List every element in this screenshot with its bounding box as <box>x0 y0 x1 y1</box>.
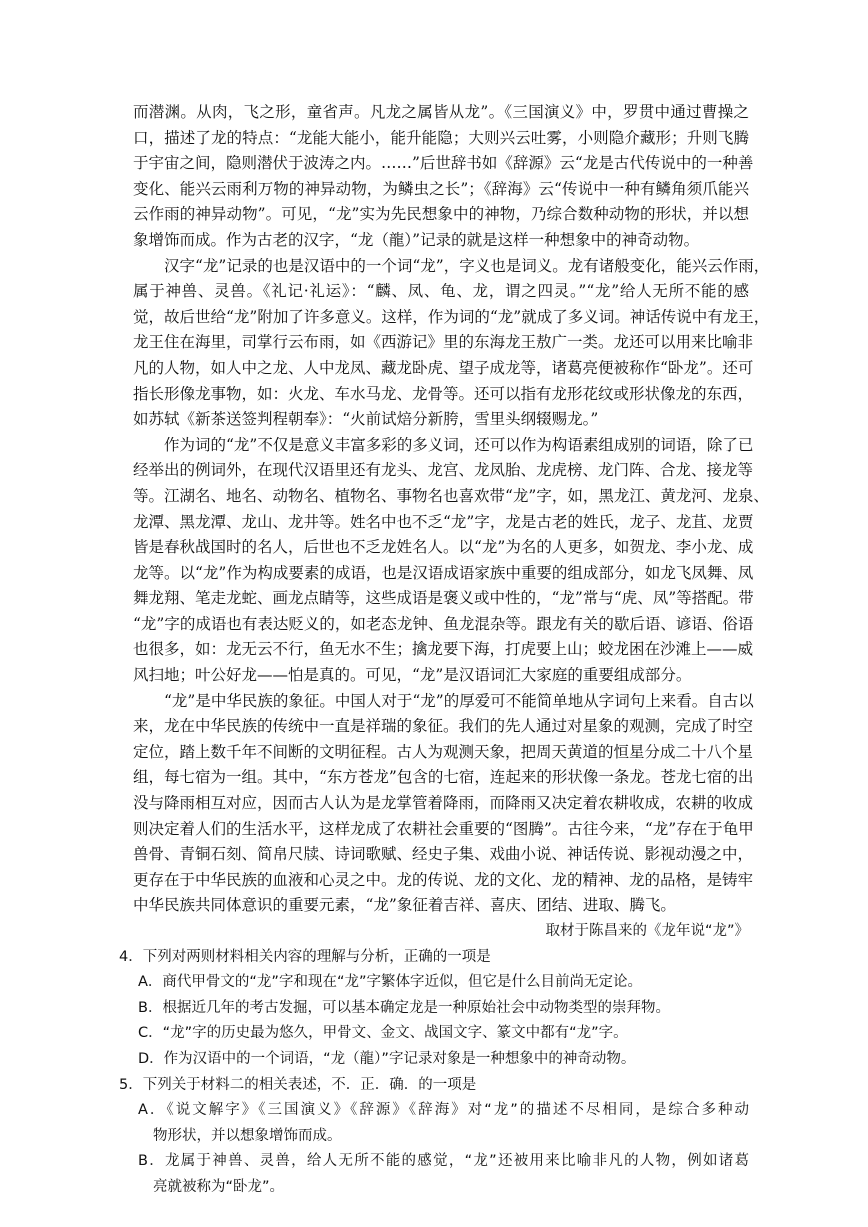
paragraph-1 <box>133 100 754 254</box>
answer-option[interactable]: D．作为汉语中的一个词语，“龙（龍）”字记录对象是一种想象中的神奇动物。 <box>138 1050 636 1067</box>
text-line: 变化、能兴云雨利万物的神异动物，为鳞虫之长”；《辞海》云“传说中一种有鳞角须爪能兴 <box>133 179 749 198</box>
text-line: 龙潭、黑龙潭、龙山、龙井等。姓名中也不乏“龙”字，龙是古老的姓氏，龙子、龙苴、龙贾 <box>133 512 754 531</box>
text-line: 如苏轼《新茶送签判程朝奉》：“火前试焙分新胯，雪里头纲辍赐龙。” <box>133 410 599 429</box>
question-stem: 4．下列对两则材料相关内容的理解与分析，正确的一项是 <box>119 948 491 965</box>
text-line: 汉字“龙”记录的也是汉语中的一个词“龙”，字义也是词义。龙有诸般变化，能兴云作雨， <box>164 256 770 275</box>
text-line: 云作雨的神异动物”。可见，“龙”实为先民想象中的神物，乃综合数种动物的形状，并以想 <box>133 205 749 224</box>
text-line: 而潜渊。从肉，飞之形，童省声。凡龙之属皆从龙”。《三国演义》中，罗贯中通过曹操之 <box>133 103 749 121</box>
answer-option[interactable]: B．根据近几年的考古发掘，可以基本确定龙是一种原始社会中动物类型的崇拜物。 <box>138 999 670 1016</box>
paragraph-4 <box>133 689 754 919</box>
answer-option[interactable]: A．商代甲骨文的“龙”字和现在“龙”字繁体字近似，但它是什么目前尚无定论。 <box>138 974 642 991</box>
text-line: 兽骨、青铜石刻、简帛尺牍、诗词歌赋、经史子集、戏曲小说、神话传说、影视动漫之中， <box>133 845 754 864</box>
text-line: 象增饰而成。作为古老的汉字，“龙（龍）”记录的就是这样一种想象中的神奇动物。 <box>133 230 700 249</box>
page-content <box>119 100 770 1201</box>
text-line: 组，每七宿为一组。其中，“东方苍龙”包含的七宿，连起来的形状像一条龙。苍龙七宿的出 <box>133 768 754 787</box>
text-line: 口，描述了龙的特点：“龙能大能小，能升能隐；大则兴云吐雾，小则隐介藏形；升则飞腾 <box>133 128 749 147</box>
text-line: 来，龙在中华民族的传统中一直是祥瑞的象征。我们的先人通过对星象的观测，完成了时空 <box>133 717 754 736</box>
text-line: 定位，踏上数千年不间断的文明征程。古人为观测天象，把周天黄道的恒星分成二十八个星 <box>133 742 754 761</box>
text-line: 等。江湖名、地名、动物名、植物名、事物名也喜欢带“龙”字，如，黑龙江、黄龙河、龙泉、 <box>133 486 769 505</box>
text-line: 龙等。以“龙”作为构成要素的成语，也是汉语成语家族中重要的组成部分，如龙飞凤舞、凤 <box>133 563 754 582</box>
text-line: 舞龙翔、笔走龙蛇、画龙点睛等，这些成语是褒义或中性的，“龙”常与“虎、凤”等搭配。带 <box>133 589 754 608</box>
text-line: 也很多，如：龙无云不行，鱼无水不生；擒龙要下海，打虎要上山；蛟龙困在沙滩上——威 <box>133 640 754 659</box>
text-line: 皆是春秋战国时的名人，后世也不乏龙姓名人。以“龙”为名的人更多，如贺龙、李小龙、成 <box>133 538 754 557</box>
text-line: 更存在于中华民族的血液和心灵之中。龙的传说、龙的文化、龙的精神、龙的品格，是铸牢 <box>133 870 754 889</box>
source-citation: 取材于陈昌来的《龙年说“龙”》 <box>545 923 749 939</box>
text-line: 觉，故后世给“龙”附加了许多意义。这样，作为词的“龙”就成了多义词。神话传说中有龙王， <box>133 307 770 326</box>
text-line: 则决定着人们的生活水平，这样龙成了农耕社会重要的“图腾”。古往今来，“龙”存在于龟甲 <box>133 819 754 838</box>
answer-option[interactable]: C．“龙”字的历史最为悠久，甲骨文、金文、战国文字、篆文中都有“龙”字。 <box>138 1025 628 1042</box>
answer-option-b[interactable] <box>133 1149 749 1200</box>
text-line: 属于神兽、灵兽。《礼记·礼运》：“麟、凤、龟、龙，谓之四灵。”“龙”给人无所不能的感 <box>133 282 749 301</box>
option-text-line: A．《说文解字》《三国演义》《辞源》《辞海》对“龙”的描述不尽相同，是综合多种动 <box>138 1102 749 1119</box>
option-text-line: 物形状，并以想象增饰而成。 <box>153 1127 342 1144</box>
text-line: 龙王住在海里，司掌行云布雨，如《西游记》里的东海龙王敖广一类。龙还可以用来比喻非 <box>133 333 754 352</box>
text-line: “龙”是中华民族的象征。中国人对于“龙”的厚爱可不能简单地从字词句上来看。自古以 <box>164 691 754 710</box>
option-text-line: 亮就被称为“卧龙”。 <box>153 1178 285 1195</box>
text-line: 中华民族共同体意识的重要元素，“龙”象征着吉祥、喜庆、团结、进取、腾飞。 <box>133 896 676 915</box>
text-line: 作为词的“龙”不仅是意义丰富多彩的多义词，还可以作为构语素组成别的词语，除了已 <box>164 435 754 454</box>
answer-option-a[interactable] <box>133 1098 749 1149</box>
paragraph-2 <box>133 254 770 433</box>
text-line: “龙”字的成语也有表达贬义的，如老态龙钟、鱼龙混杂等。跟龙有关的歇后语、谚语、俗语 <box>133 614 754 633</box>
question-4 <box>119 945 749 1073</box>
paragraph-3 <box>133 433 769 689</box>
option-text-line: B．龙属于神兽、灵兽，给人无所不能的感觉，“龙”还被用来比喻非凡的人物，例如诸葛 <box>138 1153 749 1170</box>
question-stem: 5．下列关于材料二的相关表述，不．正．确．的一项是 <box>119 1076 477 1093</box>
text-line: 风扫地；叶公好龙——怕是真的。可见，“龙”是汉语词汇大家庭的重要组成部分。 <box>133 666 692 685</box>
text-line: 于宇宙之间，隐则潜伏于波涛之内。……”后世辞书如《辞源》云“龙是古代传说中的一种善 <box>133 154 754 173</box>
text-line: 指长形像龙事物，如：火龙、车水马龙、龙骨等。还可以指有龙形花纹或形状像龙的东西， <box>133 384 754 403</box>
question-5 <box>119 1073 749 1201</box>
text-line: 没与降雨相互对应，因而古人认为是龙掌管着降雨，而降雨又决定着农耕收成，农耕的收成 <box>133 794 754 813</box>
text-line: 经举出的例词外，在现代汉语里还有龙头、龙宫、龙凤胎、龙虎榜、龙门阵、合龙、接龙等 <box>133 461 754 480</box>
text-line: 凡的人物，如人中之龙、人中龙凤、藏龙卧虎、望子成龙等，诸葛亮便被称作“卧龙”。还可 <box>133 358 754 377</box>
